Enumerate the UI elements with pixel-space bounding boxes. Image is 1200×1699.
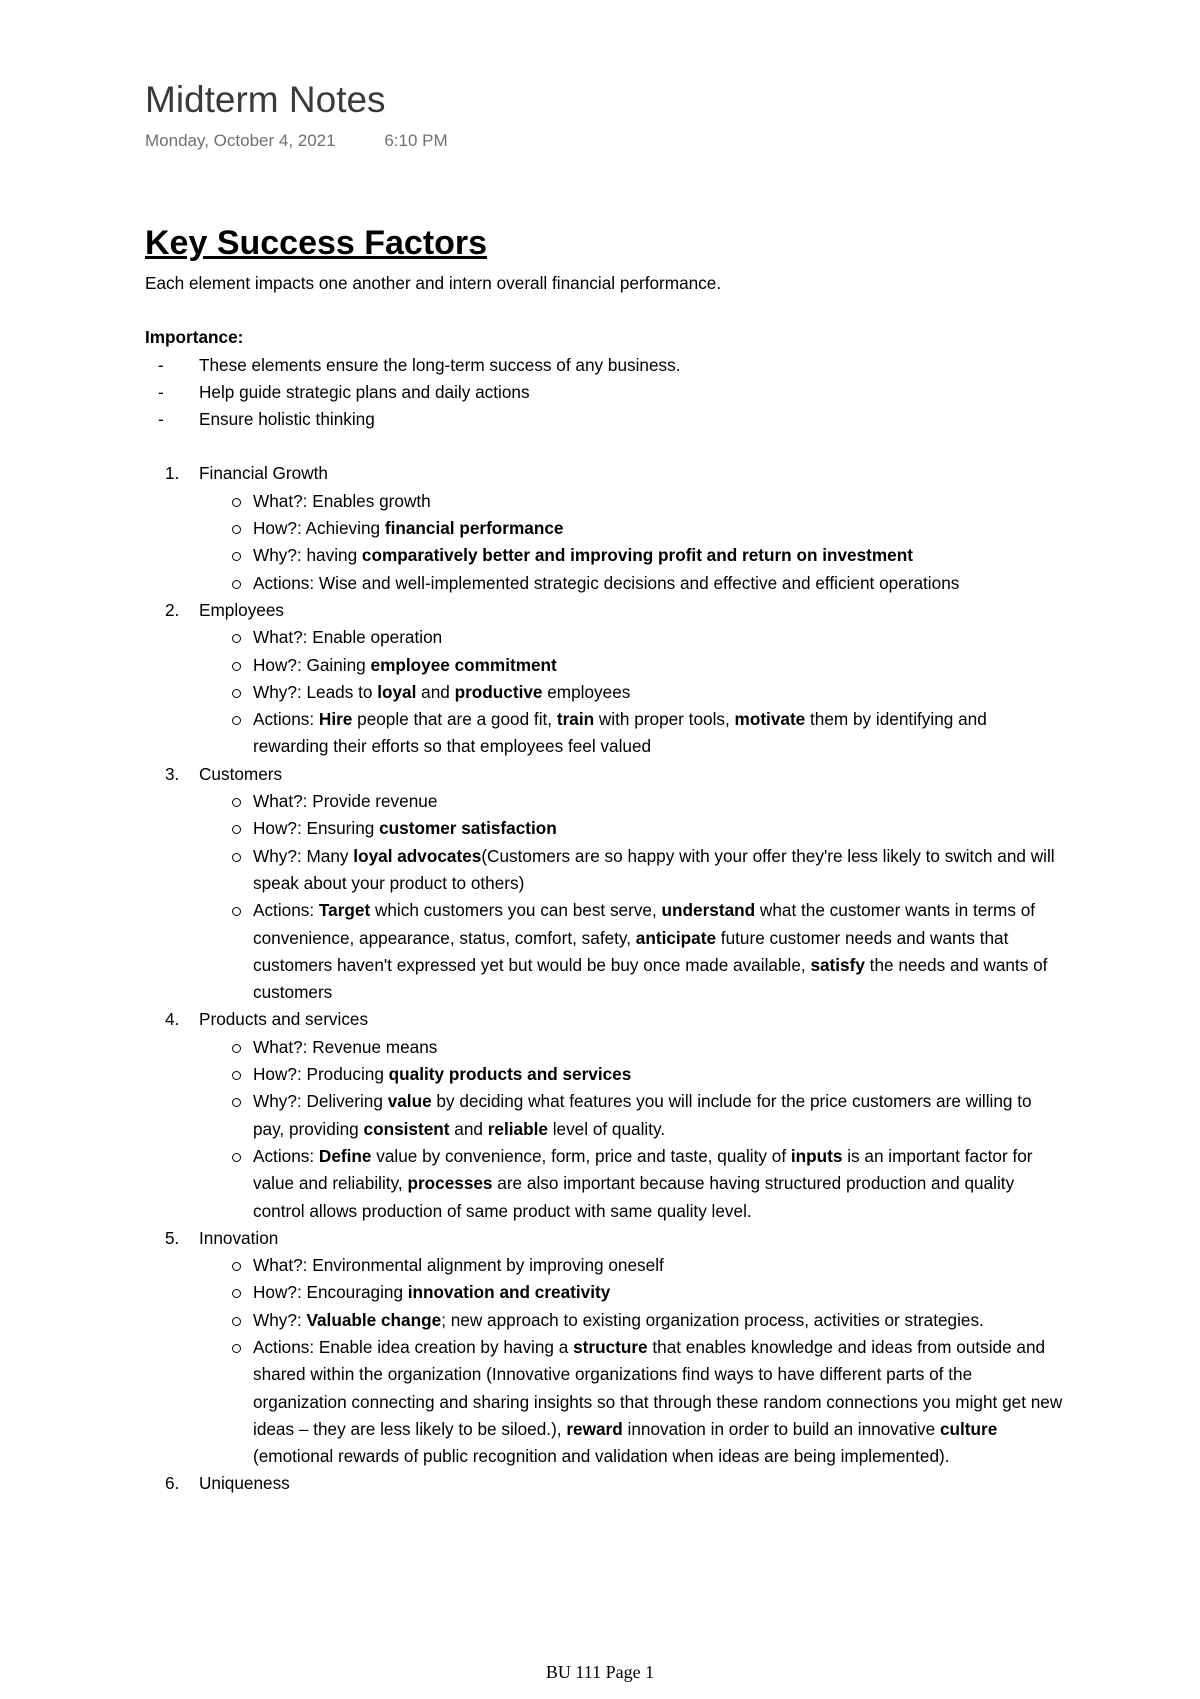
circle-bullet-icon [232, 580, 241, 589]
point-text: What?: Enable operation [253, 627, 443, 648]
point-text: Actions: Enable idea creation by having a [253, 1336, 574, 1357]
point-text: what the customer wants in terms of convenience, appearance, status, comfort, safety, [253, 900, 1036, 948]
bold-text: comparatively better and improving profit and return on investment [361, 545, 913, 566]
bold-text: satisfy [810, 954, 865, 975]
bold-text: quality products and services [388, 1064, 632, 1085]
point-text: innovation in order to build an innovative [622, 1418, 940, 1439]
circle-bullet-icon [232, 498, 241, 507]
factor-point [199, 1334, 1065, 1470]
factor-item [145, 761, 1065, 1007]
factor-point [199, 1088, 1065, 1143]
bold-text: value [387, 1091, 432, 1112]
factor-title: Uniqueness [199, 1473, 290, 1494]
point-text: How?: Gaining [253, 654, 371, 675]
importance-item: - Ensure holistic thinking [145, 406, 1065, 433]
point-text: level of quality. [547, 1118, 666, 1139]
bold-text: reward [566, 1418, 623, 1439]
point-text: What?: Enables growth [253, 490, 431, 511]
circle-bullet-icon [232, 1098, 241, 1107]
bold-text: consistent [363, 1118, 450, 1139]
circle-bullet-icon [232, 798, 241, 807]
page-footer: BU 111 Page 1 [545, 1662, 655, 1682]
factor-point [199, 706, 1065, 761]
point-text: and [416, 681, 455, 702]
bold-text: financial performance [384, 518, 564, 539]
point-text: How?: Producing [253, 1064, 389, 1085]
factor-point [199, 1034, 1065, 1061]
factors-list [145, 460, 1065, 1497]
page-date: Monday, October 4, 2021 [145, 131, 336, 150]
factor-title: Innovation [199, 1227, 279, 1248]
bold-text: employee commitment [370, 654, 557, 675]
factor-point [199, 1061, 1065, 1088]
factor-title: Employees [199, 599, 285, 620]
point-text: Actions: [253, 709, 319, 730]
circle-bullet-icon [232, 825, 241, 834]
bold-text: Define [318, 1145, 372, 1166]
importance-item: - These elements ensure the long-term success of any business. [145, 352, 1065, 379]
importance-label: Importance: [145, 327, 244, 348]
factor-title: Customers [199, 763, 283, 784]
point-text: and [449, 1118, 488, 1139]
factor-point [199, 679, 1065, 706]
point-text: What?: Environmental alignment by improving oneself [253, 1255, 664, 1276]
page-meta [145, 130, 448, 152]
point-text: How?: Encouraging [253, 1282, 408, 1303]
point-text: people that are a good fit, [352, 709, 557, 730]
circle-bullet-icon [232, 689, 241, 698]
factor-point [199, 652, 1065, 679]
bold-text: inputs [790, 1145, 843, 1166]
point-text: (Customers are so happy with your offer they're less likely to switch and will speak about your product to others) [253, 845, 1055, 893]
point-text: Actions: Wise and well-implemented strategic decisions and effective and efficient operations [253, 572, 960, 593]
importance-item: - Help guide strategic plans and daily actions [145, 379, 1065, 406]
point-text: them by identifying and rewarding their efforts so that employees feel valued [253, 709, 987, 757]
factor-points [199, 624, 1065, 760]
point-text: value by convenience, form, price and taste, quality of [371, 1145, 791, 1166]
factor-point [199, 1143, 1065, 1225]
point-text: What?: Revenue means [253, 1036, 438, 1057]
factor-item [145, 597, 1065, 761]
factor-points [199, 788, 1065, 1006]
circle-bullet-icon [232, 907, 241, 916]
page-time: 6:10 PM [384, 131, 448, 150]
notes-content [145, 270, 1065, 1498]
factor-number: 2. [165, 599, 180, 620]
factor-number: 6. [165, 1473, 180, 1494]
point-text: with proper tools, [594, 709, 735, 730]
circle-bullet-icon [232, 853, 241, 862]
bold-text: anticipate [635, 927, 717, 948]
circle-bullet-icon [232, 1317, 241, 1326]
factor-point [199, 542, 1065, 569]
point-text: Actions: [253, 1145, 319, 1166]
factor-point [199, 624, 1065, 651]
bold-text: train [556, 709, 595, 730]
factor-point [199, 515, 1065, 542]
bold-text: loyal [377, 681, 417, 702]
bold-text: productive [454, 681, 543, 702]
circle-bullet-icon [232, 1044, 241, 1053]
section-intro: Each element impacts one another and intern overall financial performance. [145, 273, 722, 293]
point-text: which customers you can best serve, [370, 900, 662, 921]
bold-text: innovation and creativity [407, 1282, 611, 1303]
page-title: Midterm Notes [145, 79, 386, 120]
bold-text: Target [318, 900, 371, 921]
factor-item [145, 1225, 1065, 1471]
point-text: Why?: Leads to [253, 681, 378, 702]
circle-bullet-icon [232, 716, 241, 725]
factor-item [145, 1470, 1065, 1497]
bold-text: Valuable change [306, 1309, 442, 1330]
factor-points [199, 488, 1065, 597]
factor-point [199, 1307, 1065, 1334]
circle-bullet-icon [232, 1071, 241, 1080]
factor-point [199, 843, 1065, 898]
point-text: by deciding what features you will include for the price customers are willing to pay, providing [253, 1091, 1032, 1139]
circle-bullet-icon [232, 1262, 241, 1271]
circle-bullet-icon [232, 1289, 241, 1298]
factor-point [199, 815, 1065, 842]
point-text: Actions: [253, 900, 319, 921]
factor-item [145, 460, 1065, 596]
point-text: the needs and wants of customers [253, 954, 1048, 1003]
factor-points [199, 1252, 1065, 1470]
bold-text: structure [573, 1336, 648, 1357]
bold-text: Hire [318, 709, 353, 730]
bold-text: motivate [734, 709, 806, 730]
point-text: is an important factor for value and reliability, [253, 1145, 1033, 1194]
bold-text: understand [661, 900, 756, 921]
factor-number: 4. [165, 1009, 180, 1030]
point-text: How?: Ensuring [253, 818, 380, 839]
circle-bullet-icon [232, 662, 241, 671]
circle-bullet-icon [232, 1344, 241, 1353]
point-text: future customer needs and wants that customers haven't expressed yet but would be buy once made available, [253, 927, 1009, 975]
point-text: Why?: [253, 1309, 307, 1330]
importance-list [145, 352, 1065, 434]
section-heading: Key Success Factors [145, 224, 488, 262]
bold-text: customer satisfaction [379, 818, 557, 839]
circle-bullet-icon [232, 525, 241, 534]
factor-number: 3. [165, 763, 180, 784]
bold-text: culture [939, 1418, 998, 1439]
factor-number: 5. [165, 1227, 180, 1248]
factor-point [199, 788, 1065, 815]
point-text: ; new approach to existing organization process, activities or strategies. [441, 1309, 984, 1330]
bold-text: reliable [487, 1118, 548, 1139]
circle-bullet-icon [232, 552, 241, 561]
factor-point [199, 488, 1065, 515]
factor-item [145, 1006, 1065, 1224]
point-text: that enables knowledge and ideas from outside and shared within the organization (Innovative organizations find ways to have different parts of the organization connecting and sharing insights so that through these random connections you might get new ideas – they are less likely to be siloed.), [253, 1336, 1063, 1439]
factor-point [199, 570, 1065, 597]
factor-point [199, 1252, 1065, 1279]
factor-title: Financial Growth [199, 463, 328, 484]
point-text: What?: Provide revenue [253, 791, 438, 812]
point-text: are also important because having structured production and quality control allows production of same product with same quality level. [253, 1173, 1015, 1221]
factor-points [199, 1034, 1065, 1225]
circle-bullet-icon [232, 634, 241, 643]
factor-number: 1. [165, 463, 180, 484]
point-text: Why?: Delivering [253, 1091, 388, 1112]
bold-text: loyal advocates [353, 845, 482, 866]
point-text: How?: Achieving [253, 518, 385, 539]
circle-bullet-icon [232, 1153, 241, 1162]
factor-point [199, 897, 1065, 1006]
point-text: (emotional rewards of public recognition and validation when ideas are being implemented). [253, 1446, 950, 1467]
factor-title: Products and services [199, 1009, 369, 1030]
point-text: employees [542, 681, 631, 702]
bold-text: processes [407, 1173, 493, 1194]
point-text: Why?: having [253, 545, 362, 566]
factor-point [199, 1279, 1065, 1306]
point-text: Why?: Many [253, 845, 354, 866]
